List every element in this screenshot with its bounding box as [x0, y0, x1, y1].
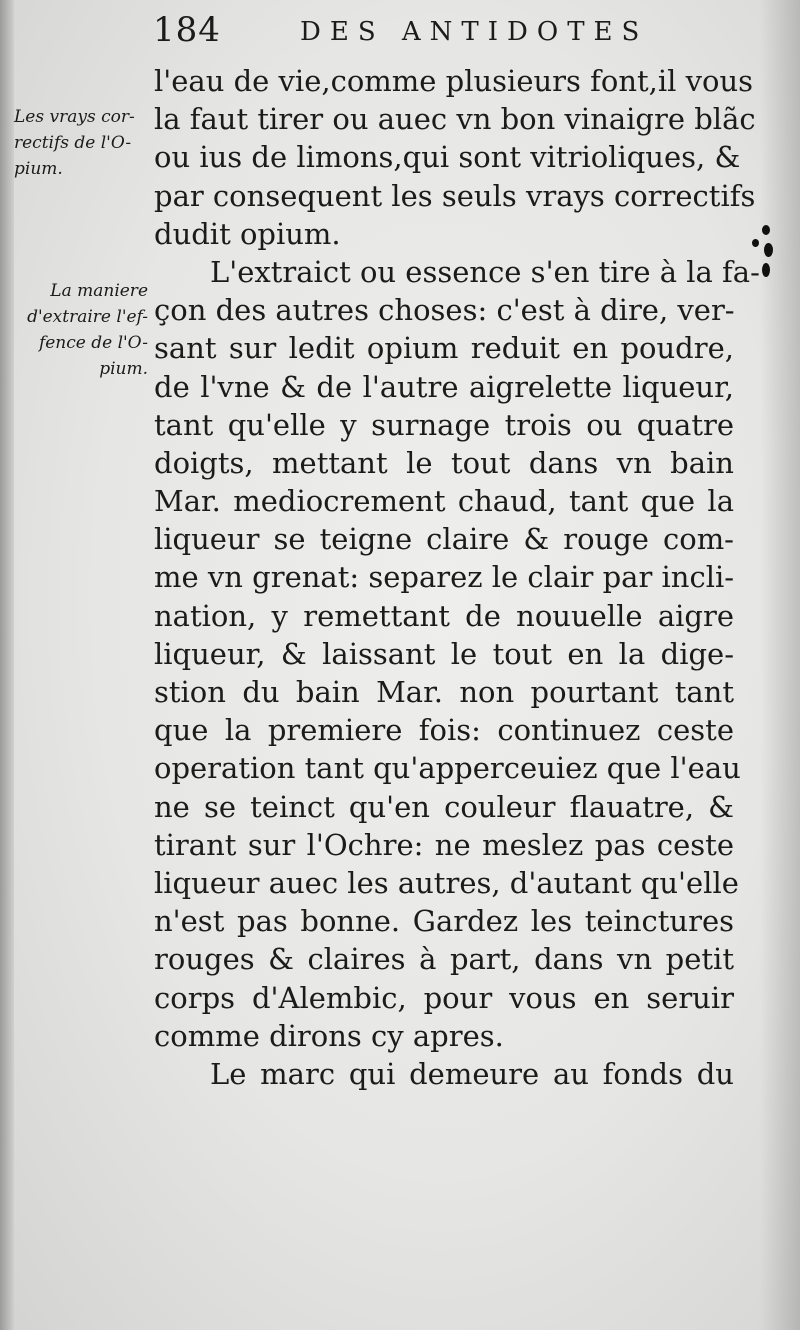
text-line: ne se teinct qu'en couleur flauatre, &	[154, 789, 734, 824]
text-line: sant sur ledit opium reduit en poudre,	[154, 331, 734, 366]
body-text	[154, 62, 760, 1093]
text-line: que la premiere fois: continuez ceste	[154, 713, 734, 748]
text-line: me vn grenat: separez le clair par incli-	[154, 560, 735, 595]
margin-note-line: fence de l'O-	[38, 333, 148, 353]
running-title: DES ANTIDOTES	[300, 17, 649, 47]
text-line: tant qu'elle y surnage trois ou quatre	[154, 407, 734, 442]
text-line: rouges & claires à part, dans vn petit	[154, 942, 734, 977]
margin-note-line: pium.	[99, 359, 148, 379]
text-line: comme dirons cy apres.	[154, 1018, 504, 1053]
margin-note-line: pium.	[14, 159, 63, 179]
margin-note-extraction	[12, 278, 148, 382]
page-number: 184	[153, 10, 221, 50]
text-line: stion du bain Mar. non pourtant tant	[154, 675, 734, 709]
text-line: corps d'Alembic, pour vous en seruir	[154, 980, 734, 1015]
text-line: liqueur auec les autres, d'autant qu'elle	[154, 865, 739, 900]
text-line: dudit opium.	[154, 216, 341, 251]
text-line: tirant sur l'Ochre: ne meslez pas ceste	[154, 827, 734, 862]
text-line: la faut tirer ou auec vn bon vinaigre blãc	[154, 102, 756, 137]
text-line: liqueur se teigne claire & rouge com-	[154, 522, 734, 557]
margin-note-line: d'extraire l'ef-	[27, 307, 148, 327]
page-gutter-shadow	[0, 0, 14, 1330]
ink-dot	[762, 263, 770, 277]
text-line: de l'vne & de l'autre aigrelette liqueur,	[154, 369, 734, 404]
text-line: nation, y remettant de nouuelle aigre	[154, 598, 734, 633]
ink-dot	[762, 225, 770, 235]
margin-note-correctifs	[14, 104, 135, 182]
margin-note-line: La maniere	[50, 281, 148, 301]
text-line: doigts, mettant le tout dans vn bain	[154, 445, 734, 480]
text-line: operation tant qu'apperceuiez que l'eau	[154, 751, 741, 786]
margin-note-line: Les vrays cor-	[14, 107, 135, 127]
text-line: par consequent les seuls vrays correctifs	[154, 178, 756, 213]
ink-dot	[752, 239, 759, 247]
text-line: Le marc qui demeure au fonds du	[210, 1056, 734, 1091]
page-edge-shadow	[760, 0, 800, 1330]
text-line: çon des autres choses: c'est à dire, ver-	[154, 293, 735, 328]
text-line: liqueur, & laissant le tout en la dige-	[154, 636, 734, 671]
text-line: Mar. mediocrement chaud, tant que la	[154, 484, 734, 519]
text-line: n'est pas bonne. Gardez les teinctures	[154, 904, 734, 939]
text-line: l'eau de vie,comme plusieurs font,il vous	[154, 64, 754, 98]
text-line: ou ius de limons,qui sont vitrioliques, &	[154, 140, 741, 175]
margin-note-line: rectifs de l'O-	[14, 133, 132, 153]
ink-dot	[764, 243, 773, 257]
text-line: L'extraict ou essence s'en tire à la fa-	[210, 254, 760, 289]
